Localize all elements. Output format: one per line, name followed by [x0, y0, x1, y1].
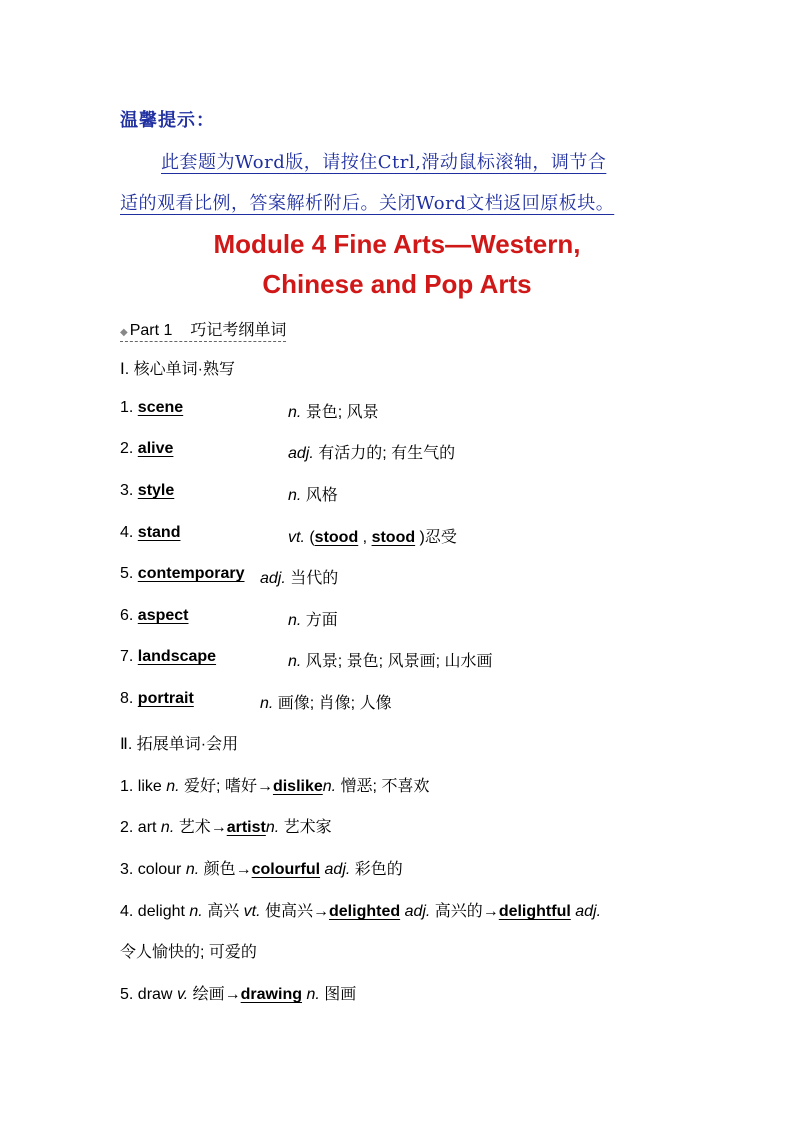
extension-row-continuation: 令人愉快的; 可爱的 [120, 944, 257, 961]
extension-row [120, 856, 403, 879]
vocab-row [120, 607, 338, 629]
definition-text: 有活力的; 有生气的 [313, 445, 456, 462]
extension-row [120, 898, 601, 921]
definition-text: 景色; 风景 [301, 404, 379, 421]
vocab-definition [288, 440, 455, 463]
base-definition: 艺术→ [174, 819, 227, 836]
part-of-speech: v. [176, 986, 189, 1003]
section-1-heading: Ⅰ. 核心单词·熟写 [120, 361, 235, 378]
part-heading [120, 317, 286, 342]
part-of-speech: adj. [404, 903, 431, 920]
vocab-row [120, 565, 339, 587]
answer-definition: 彩色的 [350, 861, 403, 878]
answer-word: artist [226, 819, 266, 836]
vocab-row [120, 482, 338, 504]
vocab-word: aspect [137, 607, 189, 624]
base-word: like [137, 778, 162, 795]
vocab-word: landscape [137, 648, 217, 665]
part-of-speech: vt. [243, 903, 261, 920]
base-word: art [137, 819, 157, 836]
extension-row [120, 773, 429, 796]
part-of-speech: n. [288, 404, 302, 421]
vocab-row [120, 524, 457, 546]
definition-text: 当代的 [285, 570, 339, 587]
base-definition: 绘画→ [188, 986, 241, 1003]
item-number: 2. [120, 440, 138, 457]
extension-row [120, 981, 356, 1004]
definition-text: 方面 [301, 612, 338, 629]
tip-line-1: 此套题为Word版，请按住Ctrl,滑动鼠标滚轴，调节合 [161, 152, 607, 173]
part-of-speech: n. [288, 487, 302, 504]
item-number: 3. [120, 482, 138, 499]
part-of-speech: n. [265, 819, 280, 836]
base-definition-2: 使高兴→ [260, 903, 329, 920]
base-word: delight [137, 903, 185, 920]
definition-close: )忍受 [415, 529, 457, 546]
vocab-row [120, 399, 379, 421]
vocab-definition [260, 690, 392, 713]
item-number: 6. [120, 607, 138, 624]
base-definition: 颜色→ [199, 861, 252, 878]
base-definition: 高兴 [202, 903, 244, 920]
part-of-speech: n. [306, 986, 320, 1003]
answer-word: dislike [272, 778, 323, 795]
part-label: Part 1 [129, 322, 173, 339]
vocab-definition [288, 648, 492, 671]
item-number: 1. [120, 778, 138, 795]
past-tense-word: stood [314, 529, 359, 546]
vocab-word: alive [137, 440, 174, 457]
part-name: 巧记考纲单词 [190, 322, 287, 339]
part-of-speech: n. [288, 612, 302, 629]
part-of-speech: n. [260, 695, 274, 712]
item-number: 5. [120, 565, 138, 582]
vocab-definition [288, 607, 338, 630]
part-of-speech: n. [288, 653, 302, 670]
answer-definition: 图画 [319, 986, 357, 1003]
extension-row [120, 814, 332, 837]
part-of-speech: n. [160, 819, 175, 836]
vocab-definition [288, 482, 338, 505]
definition-text: 风景; 景色; 风景画; 山水画 [301, 653, 493, 670]
vocab-word: portrait [137, 690, 194, 707]
part-of-speech: adj. [575, 903, 602, 920]
part-of-speech: adj. [324, 861, 351, 878]
answer-word: drawing [240, 986, 302, 1003]
vocab-word: contemporary [137, 565, 245, 582]
definition-text: 画像; 肖像; 人像 [273, 695, 392, 712]
vocab-word: scene [137, 399, 184, 416]
base-definition: 爱好; 嗜好→ [179, 778, 273, 795]
definition-open: ( [304, 529, 315, 546]
item-number: 4. [120, 903, 138, 920]
part-of-speech: n. [322, 778, 337, 795]
answer-definition: 艺术家 [279, 819, 332, 836]
part-of-speech: adj. [288, 445, 314, 462]
part-of-speech: adj. [260, 570, 286, 587]
part-of-speech: n. [166, 778, 180, 795]
item-number: 3. [120, 861, 138, 878]
base-word: draw [137, 986, 173, 1003]
part-of-speech: n. [185, 861, 200, 878]
diamond-icon: ◆ [120, 327, 128, 338]
item-number: 7. [120, 648, 138, 665]
vocab-row [120, 440, 456, 462]
vocab-row [120, 690, 392, 712]
module-title-line-1: Module 4 Fine Arts—Western, [213, 229, 581, 259]
past-participle-word: stood [371, 529, 416, 546]
item-number: 4. [120, 524, 138, 541]
vocab-definition [288, 524, 457, 547]
base-word: colour [137, 861, 182, 878]
tip-line-2: 适的观看比例，答案解析附后。关闭Word文档返回原板块。 [120, 193, 615, 214]
vocab-row [120, 648, 493, 670]
answer-word: delighted [329, 903, 401, 920]
separator: , [358, 529, 372, 546]
section-2-heading: Ⅱ. 拓展单词·会用 [120, 736, 239, 753]
definition-text: 风格 [301, 487, 338, 504]
vocab-word: stand [137, 524, 181, 541]
tip-title: 温馨提示： [120, 110, 215, 131]
part-of-speech: n. [189, 903, 203, 920]
item-number: 8. [120, 690, 138, 707]
vocab-definition [288, 399, 379, 422]
vocab-definition [260, 565, 338, 588]
item-number: 1. [120, 399, 138, 416]
answer-definition: 憎恶; 不喜欢 [336, 778, 430, 795]
item-number: 2. [120, 819, 138, 836]
answer-word: colourful [251, 861, 321, 878]
item-number: 5. [120, 986, 138, 1003]
answer-definition: 高兴的→ [430, 903, 499, 920]
answer-word-2: delightful [498, 903, 571, 920]
module-title-line-2: Chinese and Pop Arts [262, 269, 532, 299]
vocab-word: style [137, 482, 175, 499]
part-of-speech: vt. [288, 529, 305, 546]
